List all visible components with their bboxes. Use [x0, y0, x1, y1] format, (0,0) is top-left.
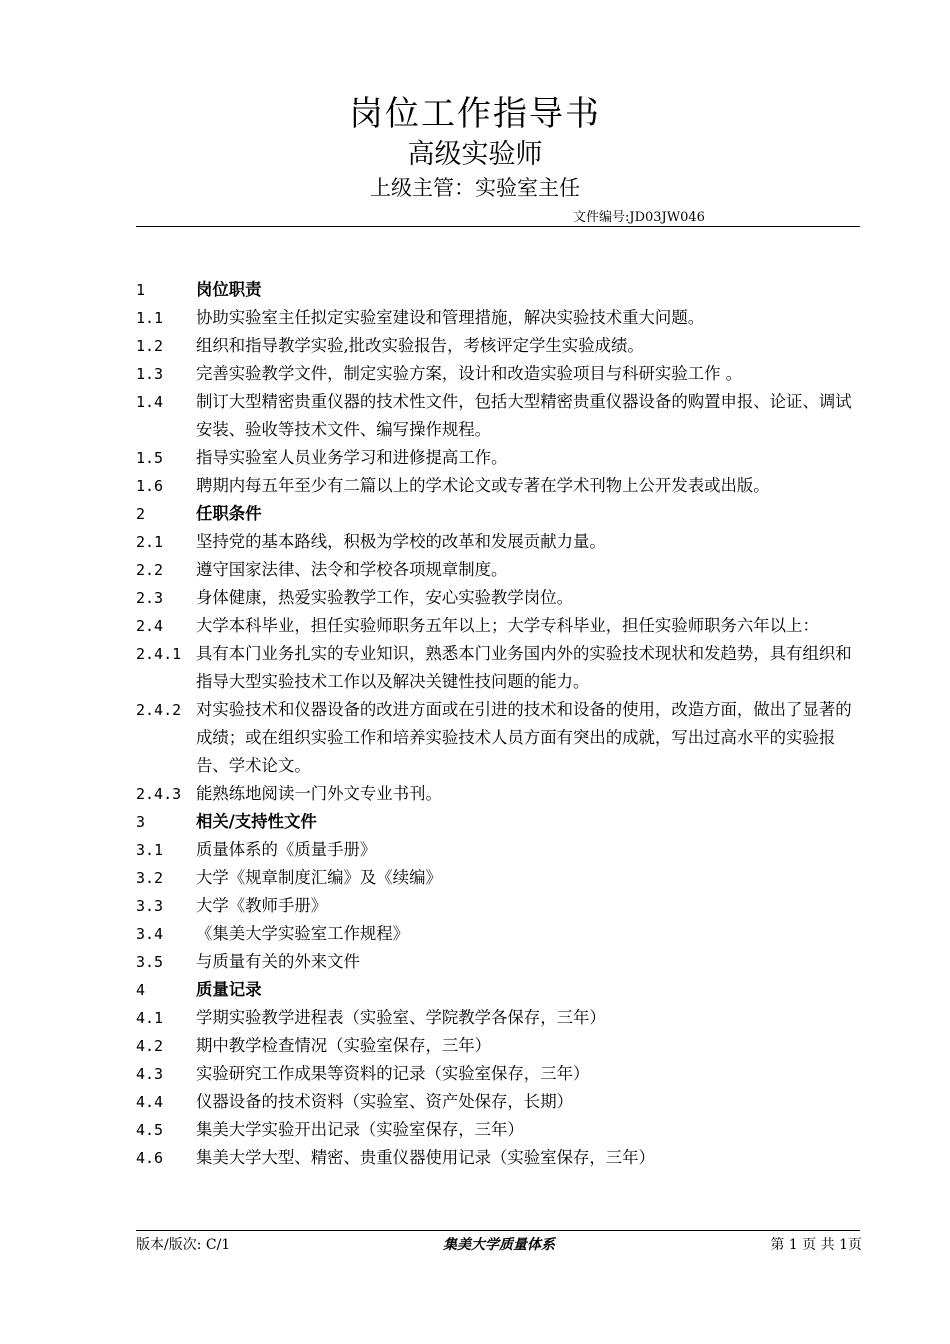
list-item [136, 388, 864, 444]
item-number: 2.1 [136, 533, 164, 551]
item-number: 3.1 [136, 841, 164, 859]
section-heading [136, 808, 864, 836]
item-number: 2.4 [136, 617, 164, 635]
item-number: 1.6 [136, 477, 164, 495]
item-text: 组织和指导教学实验,批改实验报告，考核评定学生实验成绩。 [196, 336, 644, 355]
item-number: 1.5 [136, 449, 164, 467]
list-item [136, 612, 864, 640]
list-item [136, 304, 864, 332]
item-text: 质量体系的《质量手册》 [196, 840, 377, 859]
item-number: 3.5 [136, 953, 164, 971]
item-number: 4 [136, 981, 146, 999]
section-heading [136, 976, 864, 1004]
item-text: 岗位职责 [196, 280, 262, 299]
list-item [136, 360, 864, 388]
item-text: 坚持党的基本路线，积极为学校的改革和发展贡献力量。 [196, 532, 606, 551]
list-item [136, 1116, 864, 1144]
item-text: 大学《教师手册》 [196, 896, 328, 915]
item-text: 仪器设备的技术资料（实验室、资产处保存，长期） [196, 1092, 573, 1111]
item-text: 完善实验教学文件，制定实验方案，设计和改造实验项目与科研实验工作 。 [196, 364, 743, 383]
item-number: 3.4 [136, 925, 164, 943]
item-number: 4.4 [136, 1093, 164, 1111]
item-text: 遵守国家法律、法令和学校各项规章制度。 [196, 560, 508, 579]
supervisor-line [0, 172, 950, 202]
item-number: 2.4.1 [136, 645, 182, 663]
supervisor-label: 上级主管： [370, 176, 475, 200]
page-number: 第 1 页 共 1页 [770, 1237, 862, 1253]
item-text: 实验研究工作成果等资料的记录（实验室保存，三年） [196, 1064, 590, 1083]
quality-system-label: 集美大学质量体系 [443, 1237, 555, 1253]
item-text: 与质量有关的外来文件 [196, 952, 360, 971]
item-number: 1.4 [136, 393, 164, 411]
item-text: 对实验技术和仪器设备的改进方面或在引进的技术和设备的使用，改造方面，做出了显著的成绩；或在组织实验工作和培养实验技术人员方面有突出的成就，写出过高水平的实验报告、学术论文。 [196, 700, 852, 775]
list-item [136, 780, 864, 808]
item-number: 4.2 [136, 1037, 164, 1055]
item-text: 大学《规章制度汇编》及《续编》 [196, 868, 442, 887]
list-item [136, 892, 864, 920]
list-item [136, 864, 864, 892]
version-info: 版本/版次: C/1 [136, 1237, 231, 1253]
list-item [136, 444, 864, 472]
item-text: 大学本科毕业，担任实验师职务五年以上；大学专科毕业，担任实验师职务六年以上： [196, 616, 819, 635]
item-text: 集美大学实验开出记录（实验室保存，三年） [196, 1120, 524, 1139]
item-text: 能熟练地阅读一门外文专业书刊。 [196, 784, 442, 803]
list-item [136, 1144, 864, 1172]
item-number: 4.1 [136, 1009, 164, 1027]
item-number: 2.2 [136, 561, 164, 579]
list-item [136, 528, 864, 556]
footer-divider [136, 1230, 860, 1231]
item-number: 4.3 [136, 1065, 164, 1083]
item-text: 相关/支持性文件 [196, 812, 317, 831]
list-item [136, 1088, 864, 1116]
list-item [136, 584, 864, 612]
item-text: 协助实验室主任拟定实验室建设和管理措施，解决实验技术重大问题。 [196, 308, 705, 327]
item-text: 具有本门业务扎实的专业知识，熟悉本门业务国内外的实验技术现状和发趋势，具有组织和指导大型实验技术工作以及解决关键性技问题的能力。 [196, 644, 852, 691]
list-item [136, 836, 864, 864]
position-title: 高级实验师 [407, 139, 543, 170]
item-text: 期中教学检查情况（实验室保存，三年） [196, 1036, 492, 1055]
item-number: 3.2 [136, 869, 164, 887]
item-text: 聘期内每五年至少有二篇以上的学术论文或专著在学术刊物上公开发表或出版。 [196, 476, 770, 495]
item-text: 身体健康，热爱实验教学工作，安心实验教学岗位。 [196, 588, 573, 607]
item-number: 2.3 [136, 589, 164, 607]
list-item [136, 920, 864, 948]
item-text: 指导实验室人员业务学习和进修提高工作。 [196, 448, 508, 467]
item-text: 制订大型精密贵重仪器的技术性文件，包括大型精密贵重仪器设备的购置申报、论证、调试安装、验收等技术文件、编写操作规程。 [196, 392, 852, 439]
supervisor-value: 实验室主任 [475, 176, 580, 200]
document-number: 文件编号:JD03JW046 [573, 210, 705, 225]
item-number: 4.5 [136, 1121, 164, 1139]
item-number: 2 [136, 505, 146, 523]
list-item [136, 696, 864, 780]
item-text: 质量记录 [196, 980, 262, 999]
item-text: 任职条件 [196, 504, 262, 523]
item-text: 《集美大学实验室工作规程》 [196, 924, 410, 943]
document-body [136, 276, 864, 1172]
item-number: 1.3 [136, 365, 164, 383]
list-item [136, 472, 864, 500]
item-number: 1 [136, 281, 146, 299]
section-heading [136, 276, 864, 304]
list-item [136, 948, 864, 976]
item-number: 1.1 [136, 309, 164, 327]
document-title: 岗位工作指导书 [349, 94, 601, 134]
item-number: 4.6 [136, 1149, 164, 1167]
item-number: 3.3 [136, 897, 164, 915]
list-item [136, 640, 864, 696]
item-number: 2.4.3 [136, 785, 182, 803]
item-number: 2.4.2 [136, 701, 182, 719]
list-item [136, 556, 864, 584]
header-divider [136, 226, 860, 227]
item-number: 3 [136, 813, 146, 831]
list-item [136, 1060, 864, 1088]
item-text: 学期实验教学进程表（实验室、学院教学各保存，三年） [196, 1008, 606, 1027]
list-item [136, 332, 864, 360]
footer [136, 1234, 862, 1254]
list-item [136, 1004, 864, 1032]
list-item [136, 1032, 864, 1060]
item-text: 集美大学大型、精密、贵重仪器使用记录（实验室保存，三年） [196, 1148, 655, 1167]
item-number: 1.2 [136, 337, 164, 355]
section-heading [136, 500, 864, 528]
